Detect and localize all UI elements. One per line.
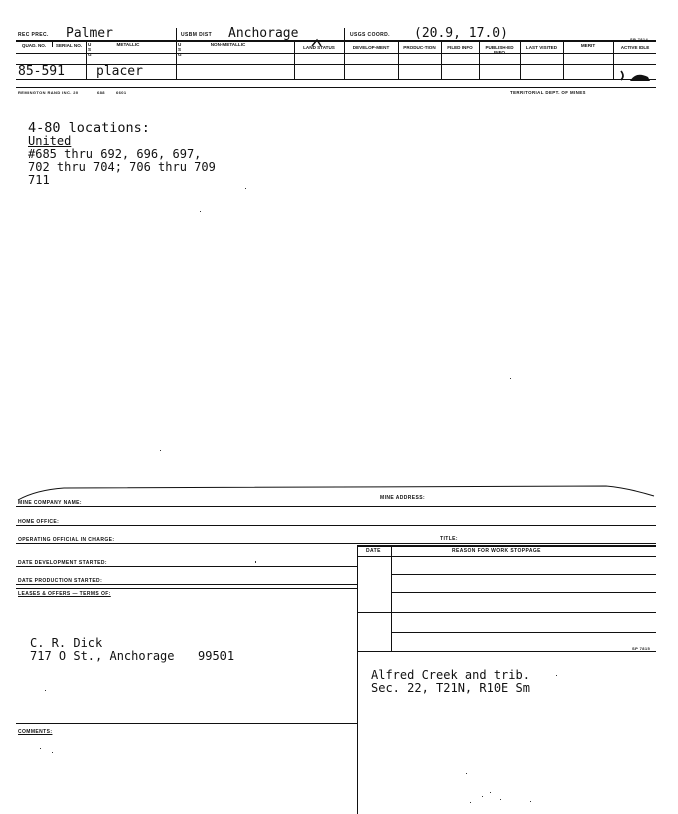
quad-no-header: QUAD. NO. [21,43,47,48]
notes-line-3: #685 thru 692, 696, 697, [28,147,202,161]
leases-offers-label: LEASES & OFFERS — TERMS OF: [18,591,111,597]
land-status-mark-icon [310,38,324,48]
usgs-coord-label: USGS COORD. [350,32,390,38]
non-metallic-header: NON-METALLIC [210,42,246,47]
notes-line-1: 4-80 locations: [28,120,150,136]
title-label: TITLE: [440,536,458,542]
date-production-label: DATE PRODUCTION STARTED: [18,578,103,584]
footer-code-1: 688 [97,90,105,95]
mine-address-label: MINE ADDRESS: [380,495,426,501]
footer-code-2: 6601 [116,90,127,95]
location-line-2: Sec. 22, T21N, R10E Sm [371,681,530,695]
card-edge-icon [16,474,656,502]
form-number: SP 7814 [630,37,649,42]
form-number-bottom: SP 7815 [632,646,651,651]
owner-address: 717 O St., Anchorage [30,649,175,663]
notes-line-5: 711 [28,173,50,187]
us-code-nonmetallic: U S G [178,42,182,57]
usbm-dist-value: Anchorage [228,26,299,41]
published-info-header: PUBLISH-ED INFO [485,45,514,55]
development-header: DEVELOP-MENT [352,45,390,50]
comments-label: COMMENTS: [18,729,53,735]
active-idle-header: ACTIVE IDLE [620,45,650,50]
serial-no-header: SERIAL NO. [55,43,83,48]
last-visited-header: LAST VISITED [525,45,558,50]
mine-company-name-label: MINE COMPANY NAME: [18,500,82,506]
usgs-coord-value: (20.9, 17.0) [414,26,508,41]
notes-line-2: United [28,134,72,148]
footer-left: REMINGTON RAND INC. 20 [18,90,79,95]
rec-prec-value: Palmer [66,26,113,41]
us-code-metallic: U S G [88,42,92,57]
metallic-header: METALLIC [116,42,140,47]
owner-zip: 99501 [198,649,235,663]
metallic-value: placer [96,64,143,79]
home-office-label: HOME OFFICE: [18,519,60,525]
quad-serial-value: 85-591 [18,64,65,79]
active-idle-mark-icon [618,66,658,86]
production-header: PRODUC-TION [403,45,436,50]
footer-right: TERRITORIAL DEPT. OF MINES [510,90,586,95]
filed-info-header: FILED INFO [447,45,473,50]
notes-line-4: 702 thru 704; 706 thru 709 [28,160,216,174]
merit-header: MERIT [580,43,596,48]
location-line-1: Alfred Creek and trib. [371,668,530,682]
rec-prec-label: REC PREC. [18,32,49,38]
owner-name: C. R. Dick [30,636,103,650]
date-development-label: DATE DEVELOPMENT STARTED: [18,560,107,566]
usbm-dist-label: USBM DIST [181,32,213,38]
land-status-header: LAND STATUS [303,45,335,50]
date-column-label: DATE [366,548,381,554]
reason-stoppage-label: REASON FOR WORK STOPPAGE [452,548,541,554]
operating-official-label: OPERATING OFFICIAL IN CHARGE: [18,537,115,543]
